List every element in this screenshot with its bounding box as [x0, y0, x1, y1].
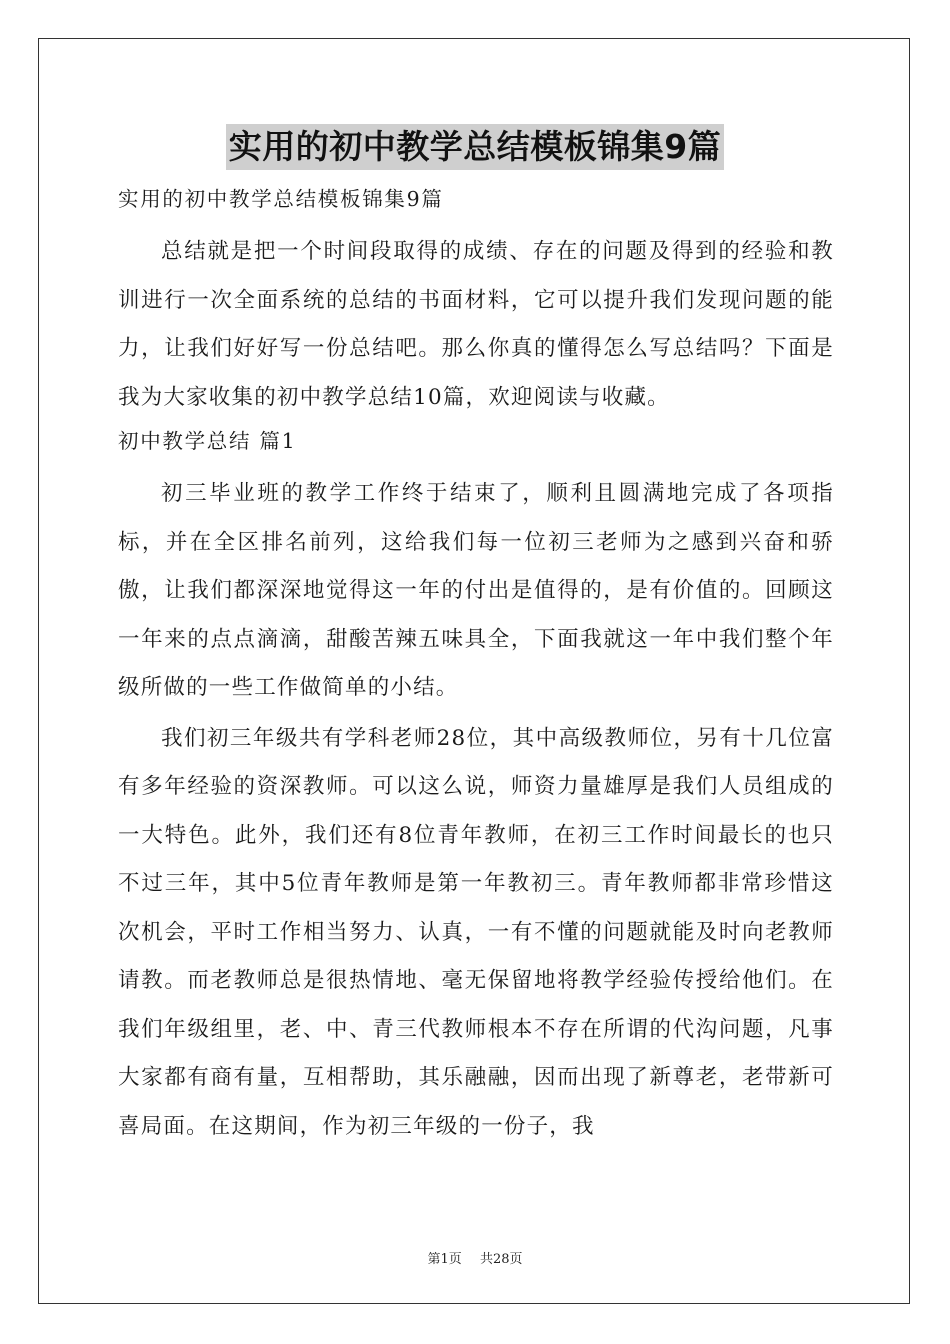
body-paragraph-2: 我们初三年级共有学科老师28位，其中高级教师位，另有十几位富有多年经验的资深教师。可以这么说，师资力量雄厚是我们人员组成的一大特色。此外，我们还有8位青年教师，在初三工作时间最长的也只不过三年，其中5位青年教师是第一年教初三。青年教师都非常珍惜这次机会，平时工作相当努力、认真，一有不懂的问题就能及时向老教师请教。而老教师总是很热情地、毫无保留地将教学经验传授给他们。在我们年级组里，老、中、青三代教师根本不存在所谓的代沟问题，凡事大家都有商有量，互相帮助，其乐融融，因而出现了新尊老，老带新可喜局面。在这期间，作为初三年级的一份子，我 — [118, 725, 834, 1139]
section-heading: 初中教学总结 篇1 — [118, 429, 297, 453]
title-container — [0, 124, 950, 170]
page-footer — [0, 1248, 950, 1267]
page-number: 第1页 — [427, 1252, 462, 1267]
page-total: 共28页 — [479, 1252, 523, 1267]
document-title: 实用的初中教学总结模板锦集9篇 — [226, 124, 724, 170]
document-body — [118, 180, 834, 1151]
intro-paragraph: 总结就是把一个时间段取得的成绩、存在的问题及得到的经验和教训进行一次全面系统的总结的书面材料，它可以提升我们发现问题的能力，让我们好好写一份总结吧。那么你真的懂得怎么写总结吗？下面是我为大家收集的初中教学总结10篇，欢迎阅读与收藏。 — [118, 239, 834, 410]
body-paragraph-1: 初三毕业班的教学工作终于结束了，顺利且圆满地完成了各项指标，并在全区排名前列，这给我们每一位初三老师为之感到兴奋和骄傲，让我们都深深地觉得这一年的付出是值得的，是有价值的。回顾这一年来的点点滴滴，甜酸苦辣五味具全，下面我就这一年中我们整个年级所做的一些工作做简单的小结。 — [118, 481, 834, 700]
subtitle-line: 实用的初中教学总结模板锦集9篇 — [118, 187, 444, 211]
